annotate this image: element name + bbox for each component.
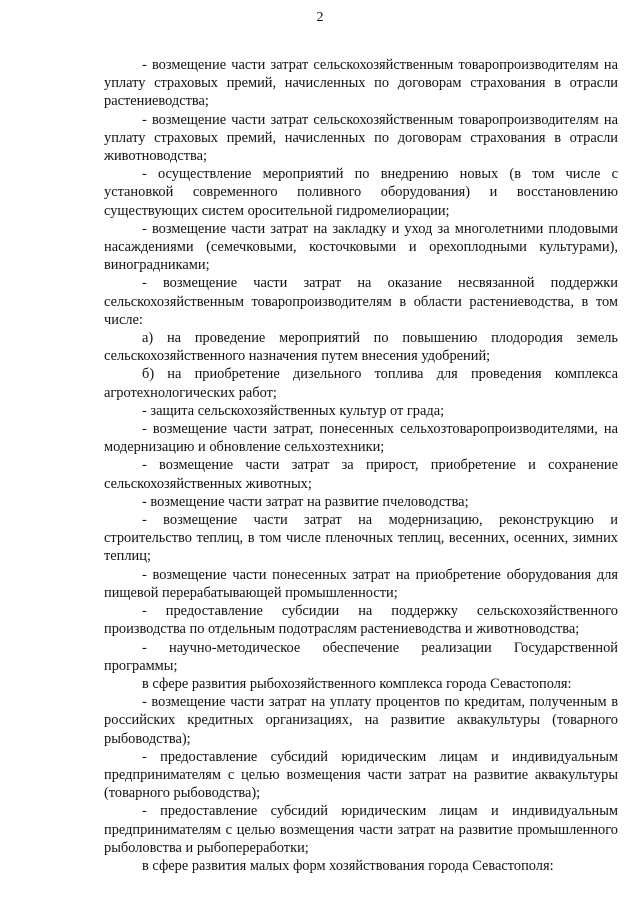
paragraph: - возмещение части затрат сельскохозяйственным товаропроизводителям на уплату страховых премий, начисленных по договорам страхования в отрасли животноводства; bbox=[104, 111, 618, 165]
paragraph: - возмещение части затрат сельскохозяйственным товаропроизводителям на уплату страховых премий, начисленных по договорам страхования в отрасли растениеводства; bbox=[104, 57, 618, 110]
paragraph: - возмещение части понесенных затрат на приобретение оборудования для пищевой перерабатывающей промышленности; bbox=[104, 566, 618, 601]
paragraph: - предоставление субсидий юридическим лицам и индивидуальным предпринимателям с целью возмещения части затрат на развитие аквакультуры (товарного рыбоводства); bbox=[104, 748, 618, 802]
paragraph: - возмещение части затрат на модернизацию, реконструкцию и строительство теплиц, в том числе пленочных теплиц, весенних, осенних, зимних теплиц; bbox=[104, 512, 618, 565]
paragraph: в сфере развития малых форм хозяйствования города Севастополя: bbox=[142, 857, 554, 874]
paragraph: а) на проведение мероприятий по повышению плодородия земель сельскохозяйственного назначения путем внесения удобрений; bbox=[104, 330, 618, 365]
paragraph: - защита сельскохозяйственных культур от града; bbox=[142, 402, 445, 419]
page-number: 2 bbox=[316, 10, 324, 25]
paragraph: - осуществление мероприятий по внедрению новых (в том числе с установкой современного поливного оборудования) и восстановлению существующих систем оросительной гидромелиорации; bbox=[104, 166, 618, 219]
paragraph: - возмещение части затрат на развитие пчеловодства; bbox=[142, 493, 469, 510]
paragraph: - возмещение части затрат на закладку и уход за многолетними плодовыми насаждениями (семечковыми, косточковыми и орехоплодными культурами), виноградниками; bbox=[104, 220, 618, 274]
paragraph: в сфере развития рыбохозяйственного комплекса города Севастополя: bbox=[142, 675, 572, 692]
paragraph: - возмещение части затрат за прирост, приобретение и сохранение сельскохозяйственных животных; bbox=[104, 457, 618, 492]
paragraph: - возмещение части затрат, понесенных сельхозтоваропроизводителями, на модернизацию и обновление сельхозтехники; bbox=[104, 421, 618, 456]
paragraph: - предоставление субсидий юридическим лицам и индивидуальным предпринимателям с целью возмещения части затрат на развитие промышленного рыболовства и рыбопереработки; bbox=[104, 803, 618, 856]
paragraph: - научно-методическое обеспечение реализации Государственной программы; bbox=[104, 639, 618, 674]
paragraph: - возмещение части затрат на уплату процентов по кредитам, полученным в российских кредитных организациях, на развитие аквакультуры (товарного рыбоводства); bbox=[104, 694, 618, 747]
document-body bbox=[104, 56, 618, 875]
paragraph: б) на приобретение дизельного топлива для проведения комплекса агротехнологических работ; bbox=[104, 366, 618, 401]
paragraph: - возмещение части затрат на оказание несвязанной поддержки сельскохозяйственным товаропроизводителям в области растениеводства, в том числе: bbox=[104, 275, 618, 328]
paragraph: - предоставление субсидии на поддержку сельскохозяйственного производства по отдельным подотраслям растениеводства и животноводства; bbox=[104, 603, 618, 638]
